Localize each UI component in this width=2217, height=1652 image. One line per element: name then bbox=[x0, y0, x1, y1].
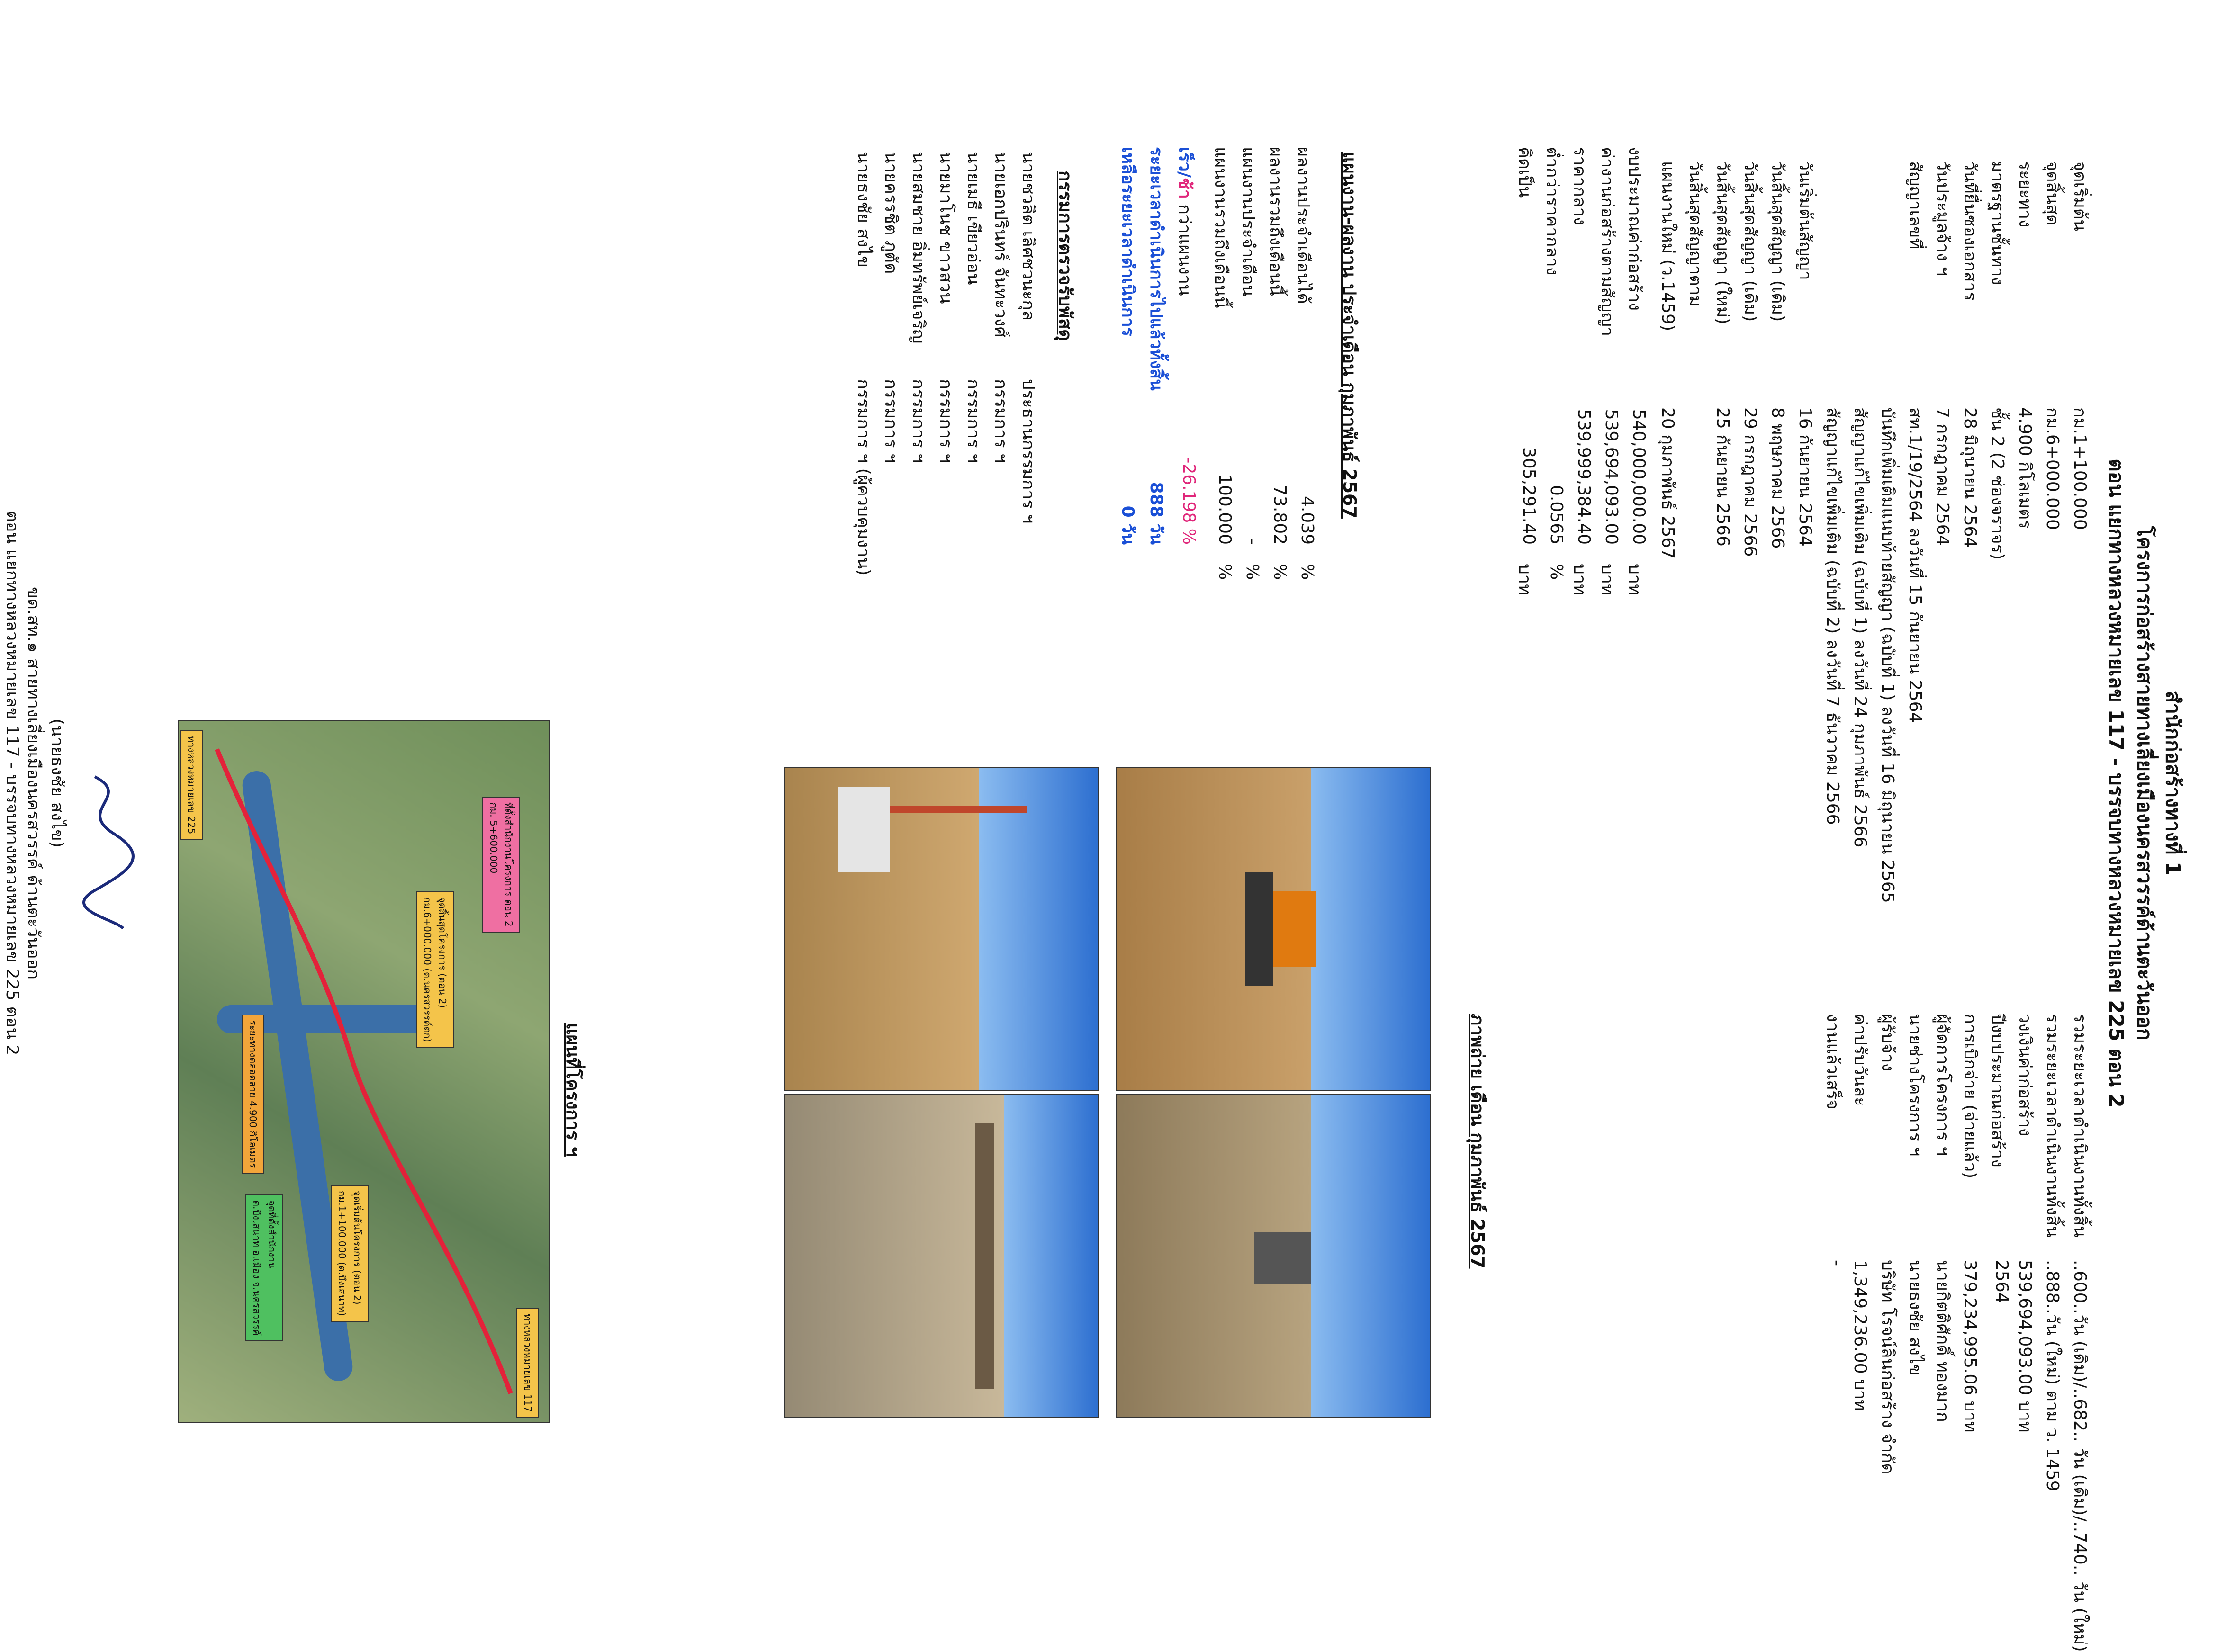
signature-position2: ตอน แยกทางหลวงหมายเลข 117 - บรรจบทางหลวงหมายเลข 225 ตอน 2 bbox=[2, 511, 22, 1056]
summary-value: บริษัท โรจน์ลินก่อสร้าง จำกัด bbox=[1878, 1260, 1897, 1474]
info-value: สัญญาแก้ไขเพิ่มเติม (ฉบับที่ 1) ลงวันที่ 24 กุมภาพันธ์ 2566 bbox=[1850, 407, 1870, 848]
info-value: 16 กันยายน 2564 bbox=[1795, 407, 1815, 547]
budget-unit: บาท bbox=[1597, 564, 1617, 595]
committee-member bbox=[988, 152, 1015, 463]
map-label-green-title: จุดที่ตั้งสำนักงาน bbox=[266, 1200, 278, 1269]
summary-value: ..600..วัน (เดิม)/..682.. วัน (เดิม)/..740.. วัน (ใหม่) bbox=[2070, 1260, 2090, 1652]
summary-label: ผู้จัดการโครงการ ฯ bbox=[1933, 1014, 1952, 1156]
map-label-end-km: กม.6+000.000 (ต.นครสวรรค์ตก) bbox=[422, 897, 433, 1042]
info-label: วันประมูลจ้าง ฯ bbox=[1933, 161, 1952, 276]
elapsed-value: 888 วัน bbox=[1146, 482, 1166, 545]
info-label: ระยะทาง bbox=[2015, 161, 2035, 228]
info-value: สท.1/19/2564 ลงวันที่ 15 กันยายน 2564 bbox=[1905, 407, 1925, 723]
project-title: โครงการก่อสร้างสายทางเลี่ยงเมืองนครสวรรค์ด้านตะวันออก bbox=[2133, 526, 2156, 1041]
map-label-start-km: กม.1+100.000 (ต.บึงเสนาท) bbox=[336, 1191, 348, 1316]
remaining-label: เหลือระยะเวลาดำเนินการ bbox=[1118, 147, 1137, 337]
member-name: นายชวลิต เลิศชวนะกุล bbox=[1018, 152, 1038, 321]
summary-label: งานแล้วเสร็จ bbox=[1823, 1014, 1842, 1110]
budget-unit: บาท bbox=[1515, 564, 1534, 595]
info-label: วันที่ยื่นซองเอกสาร bbox=[1960, 161, 1980, 301]
member-role: กรรมการ ฯ (ผู้ควบคุมงาน) bbox=[854, 379, 873, 576]
budget-value: 540,000,000.00 bbox=[1629, 409, 1649, 545]
budget-value: 539,999,384.40 bbox=[1574, 409, 1594, 545]
committee-member bbox=[933, 152, 960, 463]
budget-label: ราคากลาง bbox=[1570, 147, 1589, 225]
map-label-end-road: ทางหลวงหมายเลข 225 bbox=[180, 730, 203, 840]
committee-member bbox=[960, 152, 987, 463]
info-label: วันสิ้นสุดสัญญาตาม bbox=[1685, 161, 1705, 307]
map-label-office-title: ที่ตั้งสำนักงานโครงการ ตอน 2 bbox=[503, 802, 514, 927]
info-value: 29 กรกฎาคม 2566 bbox=[1740, 407, 1760, 557]
info-value: กม.6+000.000 bbox=[2043, 407, 2062, 530]
progress-unit: % bbox=[1270, 564, 1289, 580]
summary-value: นายธงชัย สงไข bbox=[1905, 1260, 1925, 1376]
info-label: วันสิ้นสุดสัญญา (เดิม) bbox=[1768, 161, 1787, 322]
behind-value: -26.198 % bbox=[1179, 457, 1199, 545]
member-role: กรรมการ ฯ bbox=[881, 379, 901, 463]
map-label-start-road: ทางหลวงหมายเลข 117 bbox=[516, 1308, 539, 1418]
project-subtitle: ตอน แยกทางหลวงหมายเลข 117 - บรรจบทางหลวงหมายเลข 225 ตอน 2 bbox=[2105, 458, 2128, 1108]
info-label: แผนงานใหม่ (ว.1459) bbox=[1658, 161, 1677, 332]
info-label: วันสิ้นสุดสัญญา (เดิม) bbox=[1740, 161, 1760, 322]
map-label-office-km: กม. 5+600.000 bbox=[488, 802, 499, 874]
budget-value: 305,291.40 bbox=[1519, 447, 1539, 545]
photo-road-work bbox=[1116, 1094, 1431, 1418]
photo-paver bbox=[1116, 767, 1431, 1091]
signature-position: ขด.สท.๑ สายทางเลี่ยงเมืองนครสวรรค์ ด้านตะวันออก bbox=[24, 586, 43, 980]
progress-unit: % bbox=[1298, 564, 1317, 580]
progress-value: 73.802 bbox=[1270, 485, 1289, 545]
elapsed-label: ระยะเวลาดำเนินการไปแล้วทั้งสิ้น bbox=[1146, 147, 1166, 391]
office-title: สำนักก่อสร้างทางที่ 1 bbox=[2162, 691, 2185, 876]
info-value: บันทึกเพิ่มเติมแนบท้ายสัญญา (ฉบับที่ 1) ลงวันที่ 16 มิถุนายน 2565 bbox=[1878, 407, 1897, 903]
committee-member bbox=[1015, 152, 1042, 524]
map-label-start-title: จุดเริ่มต้นโครงการ (ตอน 2) bbox=[351, 1191, 363, 1305]
progress-label: ผลงานรวมถึงเดือนนี้ bbox=[1266, 147, 1285, 296]
committee-member bbox=[905, 152, 932, 463]
info-value: 4.900 กิโลเมตร bbox=[2015, 407, 2035, 529]
progress-label: แผนงานประจำเดือน bbox=[1238, 147, 1258, 297]
map-label-end bbox=[416, 891, 454, 1048]
info-value: 25 กันยายน 2566 bbox=[1713, 407, 1732, 547]
info-label: มาตรฐานชั้นทาง bbox=[1988, 161, 2007, 285]
info-value: 28 มิถุนายน 2564 bbox=[1960, 407, 1980, 548]
summary-label: รวมระยะเวลาดำเนินงานทั้งสิ้น bbox=[2043, 1014, 2062, 1238]
member-role: กรรมการ ฯ bbox=[909, 379, 928, 463]
member-name: นายมาโนช ขาวสวน bbox=[936, 152, 955, 304]
progress-value: - bbox=[1243, 539, 1262, 545]
progress-label: แผนงานรวมถึงเดือนนี้ bbox=[1211, 147, 1230, 308]
info-label: วันเริ่มต้นสัญญา bbox=[1795, 161, 1815, 280]
info-label: วันสิ้นสุดสัญญา (ใหม่) bbox=[1713, 161, 1732, 324]
map-label-green bbox=[245, 1194, 283, 1341]
summary-value: ..888..วัน (ใหม่) ตาม ว. 1459 bbox=[2043, 1260, 2062, 1491]
info-label: จุดเริ่มต้น bbox=[2070, 161, 2090, 231]
behind-label-a: เร็ว/ bbox=[1175, 147, 1194, 178]
behind-label-c: กว่าแผนงาน bbox=[1175, 198, 1194, 296]
member-role: ประธานกรรมการ ฯ bbox=[1018, 379, 1038, 524]
summary-label: การเบิกจ่าย (จ่ายแล้ว) bbox=[1960, 1014, 1980, 1179]
member-role: กรรมการ ฯ bbox=[936, 379, 955, 463]
summary-label: วงเงินค่าก่อสร้าง bbox=[2015, 1014, 2035, 1137]
map-label-start bbox=[331, 1185, 369, 1322]
summary-label: รวมระยะเวลาดำเนินงานทั้งสิ้น bbox=[2070, 1014, 2090, 1238]
progress-value: 4.039 bbox=[1298, 495, 1317, 545]
committee-member bbox=[878, 152, 905, 463]
progress-label: ผลงานประจำเดือนได้ bbox=[1293, 147, 1313, 304]
info-label: จุดสิ้นสุด bbox=[2043, 161, 2062, 226]
progress-value: 100.000 bbox=[1215, 474, 1235, 545]
budget-value: 0.0565 bbox=[1547, 485, 1566, 545]
progress-unit: % bbox=[1215, 564, 1235, 580]
committee-title: กรรมการตรวจรับพัสดุ bbox=[1055, 171, 1076, 341]
member-name: นายสมชาย อิ่มทรัพย์เจริญ bbox=[909, 152, 928, 344]
budget-unit: บาท bbox=[1625, 564, 1644, 595]
summary-value: 1,349,236.00 บาท bbox=[1850, 1260, 1870, 1411]
budget-value: 539,694,093.00 bbox=[1602, 409, 1621, 545]
info-value: กม.1+100.000 bbox=[2070, 407, 2090, 530]
progress-title: แผนงาน-ผลงาน ประจำเดือน กุมภาพันธ์ 2567 bbox=[1339, 152, 1360, 519]
budget-label: ค่างานก่อสร้างตามสัญญา bbox=[1597, 147, 1617, 337]
summary-value: นายกิตติศักดิ์ ทองมาก bbox=[1933, 1260, 1952, 1422]
photo-crane bbox=[784, 767, 1099, 1091]
summary-label: ค่าปรับวันละ bbox=[1850, 1014, 1870, 1106]
project-map bbox=[178, 720, 550, 1423]
photos-title: ภาพถ่าย เดือน กุมภาพันธ์ 2567 bbox=[1467, 1014, 1488, 1269]
photo-bridge bbox=[784, 1094, 1099, 1418]
info-value: 20 กุมภาพันธ์ 2567 bbox=[1658, 407, 1677, 559]
summary-value: 539,694,093.00 บาท bbox=[2015, 1260, 2035, 1433]
behind-label-b: ช้า bbox=[1175, 178, 1194, 199]
signature-name: (นายธงชัย สงไข) bbox=[47, 718, 67, 848]
summary-label: ผู้รับจ้าง bbox=[1878, 1014, 1897, 1072]
member-role: กรรมการ ฯ bbox=[991, 379, 1010, 463]
progress-unit: % bbox=[1243, 564, 1262, 580]
map-label-length: ระยะทางตลอดสาย 4.900 กิโลเมตร bbox=[242, 1015, 264, 1174]
member-name: นายเมธี เขียวอ่อน bbox=[964, 152, 983, 285]
map-label-green-sub: ต.บึงเสนาท อ.เมือง จ.นครสวรรค์ bbox=[251, 1200, 262, 1336]
remaining-value: 0 วัน bbox=[1118, 505, 1137, 545]
summary-value: 379,234,995.06 บาท bbox=[1960, 1260, 1980, 1433]
member-name: นายครรชิต ภูตัด bbox=[881, 152, 901, 274]
summary-label: ปีงบประมาณก่อสร้าง bbox=[1988, 1014, 2007, 1167]
info-value: 7 กรกฎาคม 2564 bbox=[1933, 407, 1952, 546]
member-name: นายเอกปรินทร์ จันทะวงศ์ bbox=[991, 152, 1010, 338]
member-name: นายธงชัย สงไข bbox=[854, 152, 873, 268]
info-value: สัญญาแก้ไขเพิ่มเติม (ฉบับที่ 2) ลงวันที่ 7 ธันวาคม 2566 bbox=[1823, 407, 1842, 825]
summary-value: 2564 bbox=[1992, 1260, 2011, 1303]
map-title: แผนที่โครงการ ฯ bbox=[562, 1023, 583, 1157]
summary-value: - bbox=[1827, 1260, 1847, 1266]
info-value: 8 พฤษภาคม 2566 bbox=[1768, 407, 1787, 549]
member-role: กรรมการ ฯ bbox=[964, 379, 983, 463]
map-label-office bbox=[482, 797, 520, 933]
committee-member bbox=[850, 152, 877, 576]
budget-unit: บาท bbox=[1570, 564, 1589, 595]
budget-label: งบประมาณค่าก่อสร้าง bbox=[1625, 147, 1644, 311]
info-label: สัญญาเลขที่ bbox=[1905, 161, 1925, 250]
info-value: ชั้น 2 (2 ช่องจราจร) bbox=[1988, 407, 2007, 560]
budget-label: คิดเป็น bbox=[1515, 147, 1534, 198]
budget-label: ต่ำกว่าราคากลาง bbox=[1542, 147, 1562, 276]
map-label-end-title: จุดสิ้นสุดโครงการ (ตอน 2) bbox=[437, 897, 448, 1008]
summary-label: นายช่างโครงการ ฯ bbox=[1905, 1014, 1925, 1157]
budget-unit: % bbox=[1547, 564, 1566, 580]
signature-mark bbox=[76, 767, 142, 938]
